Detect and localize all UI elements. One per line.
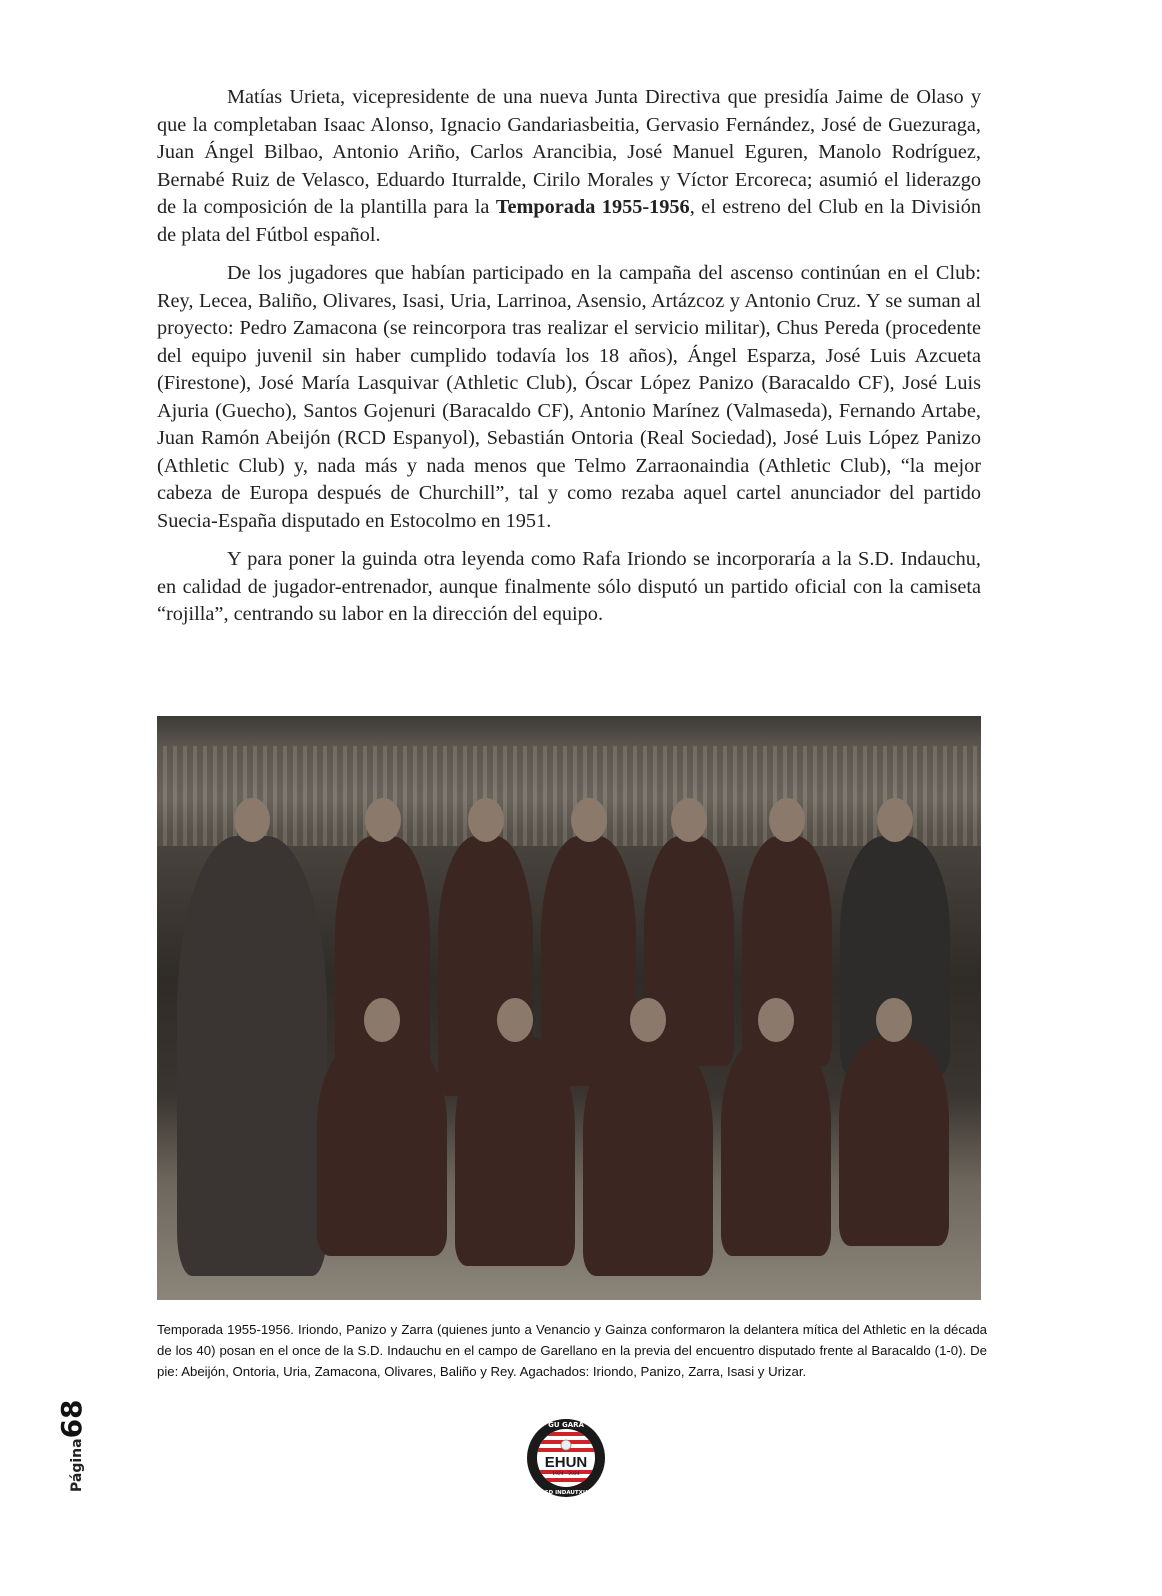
page-number [55, 1399, 88, 1492]
photo-stands [157, 746, 981, 846]
page-label: Página [69, 1438, 85, 1492]
page-number-value: 68 [55, 1399, 88, 1439]
logo-main-text: EHUN [544, 1454, 588, 1471]
photo-caption: Temporada 1955-1956. Iriondo, Panizo y Zarra (quienes junto a Venancio y Gainza conformaron la delantera mítica del Athletic en la década de los 40) posan en el once de la S.D. Indauchu en el campo de Garellano en la previa del encuentro disputado frente al Baracaldo (1-0). De pie: Abeijón, Ontoria, Uria, Zamacona, Olivares, Baliño y Rey. Agachados: Iriondo, Panizo, Zarra, Isasi y Urizar. [157, 1322, 987, 1379]
photo-crouching-row [317, 1036, 949, 1276]
logo-top-text: GU GARA [548, 1421, 584, 1429]
logo-years: 1924 - 2024 [552, 1472, 580, 1477]
paragraph-text: , el estreno del Club en la División de plata del Fútbol español. [157, 196, 981, 246]
paragraph-text: Matías Urieta, vicepresidente de una nueva Junta Directiva que presidía Jaime de Olaso y que la completaban Isaac Alonso, Ignacio Gandariasbeitia, Gervasio Fernández, José de Guezuraga, Juan Ángel Bilbao, Antonio Ariño, Carlos Arancibia, José Manuel Eguren, Manolo Rodríguez, Bernabé Ruiz de Velasco, Eduardo Iturralde, Cirilo Morales y Víctor Ercoreca; asumió el liderazgo de la composición de la plantilla para la [157, 86, 981, 218]
paragraph-2: De los jugadores que habían participado en la campaña del ascenso continúan en el Club: Rey, Lecea, Baliño, Olivares, Isasi, Uria, Larrinoa, Asensio, Artázcoz y Antonio Cruz. Y se suman al proyecto: Pedro Zamacona (se reincorpora tras realizar el servicio militar), Chus Pereda (procedente del equipo juvenil sin haber cumplido todavía los 18 años), Ángel Esparza, José Luis Azcueta (Firestone), José María Lasquivar (Athletic Club), Óscar López Panizo (Baracaldo CF), José Luis Ajuria (Guecho), Santos Gojenuri (Baracaldo CF), Antonio Marínez (Valmaseda), Fernando Artabe, Juan Ramón Abeijón (RCD Espanyol), Sebastián Ontoria (Real Sociedad), José Luis López Panizo (Athletic Club) y, nada más y nada menos que Telmo Zarraonaindia (Athletic Club), “la mejor cabeza de Europa después de Churchill”, tal y como rezaba aquel cartel anunciador del partido Suecia-España disputado en Estocolmo en 1951. [157, 262, 981, 532]
season-highlight: Temporada 1955-1956 [495, 196, 690, 218]
paragraph-3: Y para poner la guinda otra leyenda como Rafa Iriondo se incorporaría a la S.D. Indauchu, en calidad de jugador-entrenador, aunque finalmente sólo disputó un partido oficial con la camiseta “rojilla”, centrando su labor en la dirección del equipo. [157, 548, 981, 625]
team-photo [157, 716, 981, 1300]
logo-bottom-text: SD INDAUTXU [544, 1490, 588, 1496]
paragraph-1 [157, 84, 981, 249]
body-text [157, 84, 981, 640]
club-anniversary-logo [526, 1418, 606, 1498]
